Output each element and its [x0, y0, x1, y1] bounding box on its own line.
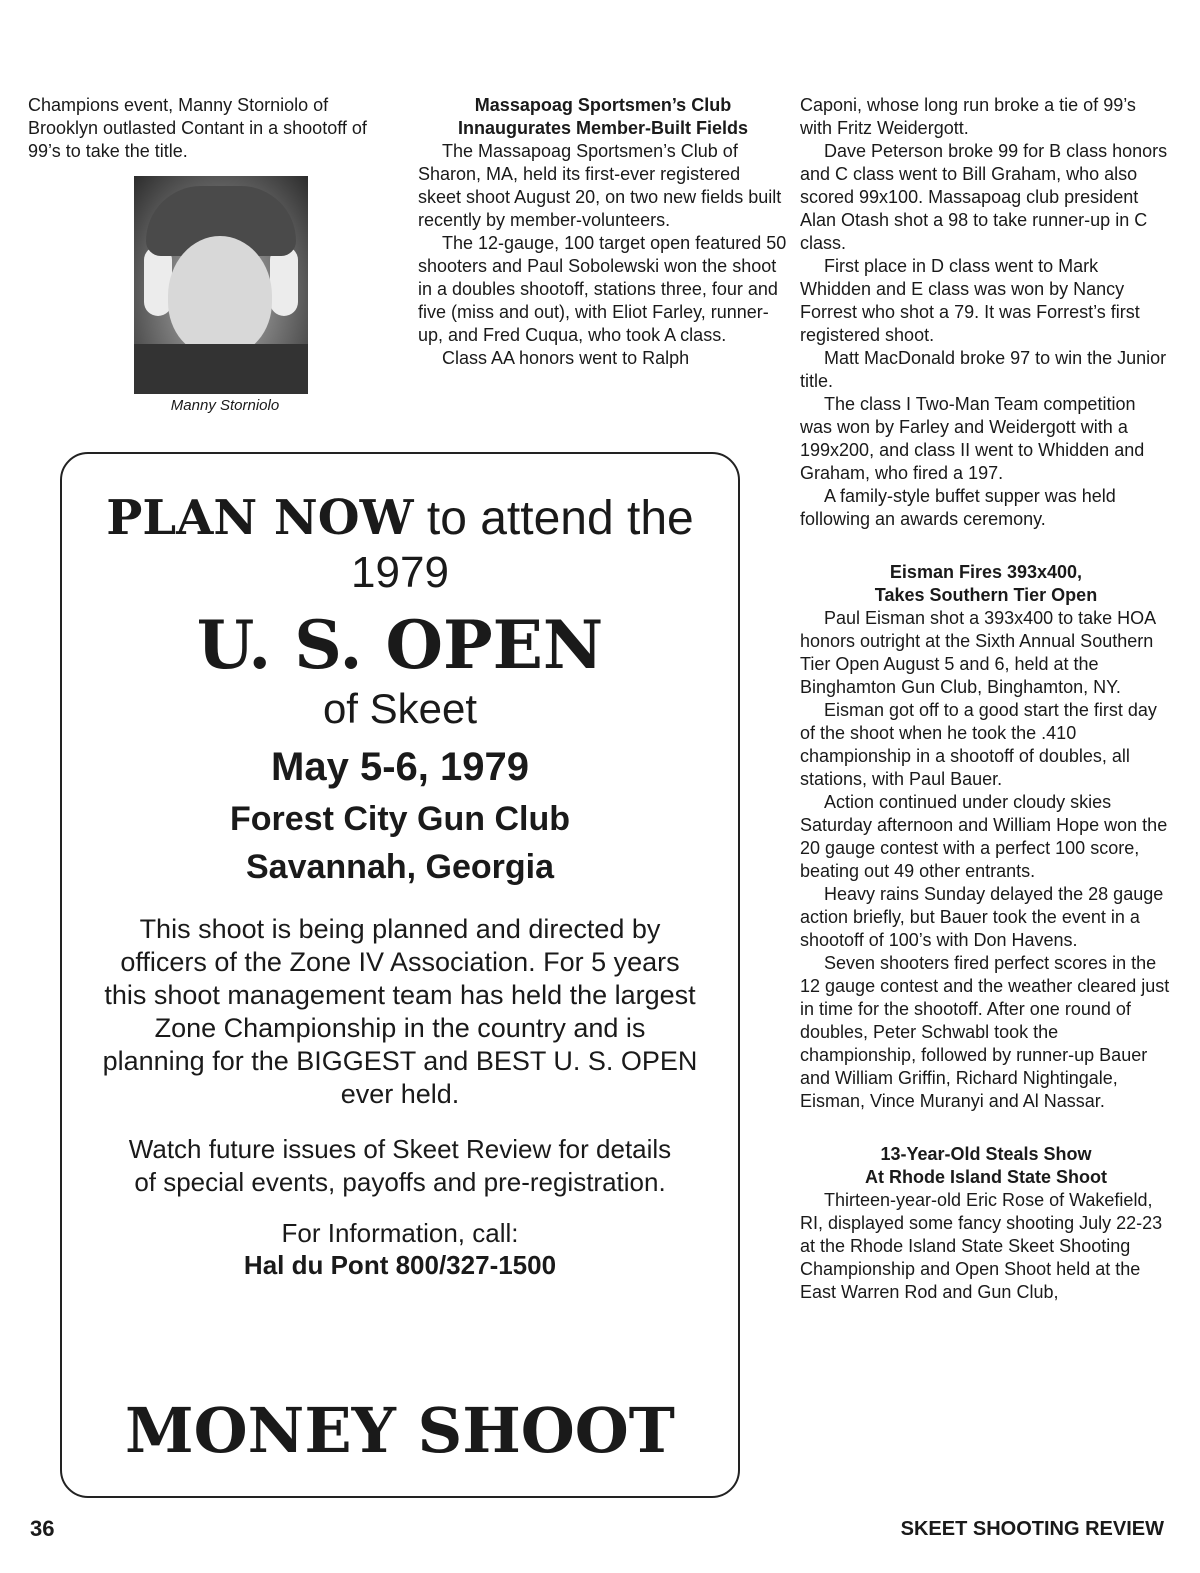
ad-us-open: U. S. OPEN	[196, 606, 604, 684]
article-headline: 13-Year-Old Steals Show	[880, 1144, 1092, 1164]
article-paragraph: Heavy rains Sunday delayed the 28 gauge action briefly, but Bauer took the event in a shootoff of 100’s with Don Havens.	[800, 884, 1164, 950]
article-headline: Massapoag Sportsmen’s Club	[474, 95, 732, 115]
advertisement-box	[60, 452, 740, 1498]
ad-city: Savannah, Georgia	[246, 848, 554, 886]
ad-info-label: For Information, call:	[281, 1218, 519, 1248]
article-paragraph: Action continued under cloudy skies Saturday afternoon and William Hope won the 20 gauge contest with a perfect 100 score, beating out 49 other entrants.	[800, 792, 1168, 881]
article-paragraph: Seven shooters fired perfect scores in the 12 gauge contest and the weather cleared just in time for the shootoff. After one round of doubles, Peter Schwabl took the championship, followed by runner-up Bauer and William Griffin, Richard Nightingale, Eisman, Vince Muranyi and Al Nassar.	[800, 953, 1170, 1111]
ad-body-text: This shoot is being planned and directed by officers of the Zone IV Association. For 5 years this shoot management team has held the largest Zone Championship in the country and is planning for the BIGGEST and BEST U. S. OPEN ever held.	[102, 914, 698, 1109]
journal-title: SKEET SHOOTING REVIEW	[900, 1518, 1164, 1540]
article-headline: Eisman Fires 393x400,	[889, 562, 1083, 582]
ad-year: 1979	[351, 548, 449, 597]
article-paragraph: Thirteen-year-old Eric Rose of Wakefield, RI, displayed some fancy shooting July 22-23 at the Rhode Island State Skeet Shooting Championship and Open Shoot held at the East Warren Rod and Gun Club,	[800, 1190, 1163, 1302]
portrait-photo	[134, 176, 308, 394]
article-paragraph: Matt MacDonald broke 97 to win the Junior title.	[800, 348, 1167, 391]
ad-money-shoot: MONEY SHOOT	[125, 1394, 675, 1467]
article-paragraph: Eisman got off to a good start the first day of the shoot when he took the .410 championship in a shootoff of doubles, all stations, with Paul Bauer.	[800, 700, 1157, 789]
article-paragraph: The class I Two-Man Team competition was won by Farley and Weidergott with a 199x200, and class II went to Whidden and Graham, who fired a 197.	[800, 394, 1145, 483]
ad-of-skeet: of Skeet	[322, 685, 478, 732]
ad-phone: Hal du Pont 800/327-1500	[243, 1250, 557, 1280]
ad-plan-now: PLAN NOW	[106, 490, 414, 546]
column-right	[800, 94, 1172, 1304]
page-number: 36	[30, 1516, 55, 1541]
ad-date: May 5-6, 1979	[271, 745, 529, 789]
article-paragraph: First place in D class went to Mark Whidden and E class was won by Nancy Forrest who shot a 79. It was Forrest’s first registered shoot.	[800, 256, 1140, 345]
article-text: Champions event, Manny Storniolo of Brooklyn outlasted Contant in a shootoff of 99’s to take the title.	[28, 95, 367, 161]
article-headline: Innaugurates Member-Built Fields	[457, 118, 749, 138]
ad-headline	[62, 490, 738, 547]
ad-to-attend: to attend the	[426, 492, 694, 545]
ad-body-text: Watch future issues of Skeet Review for details of special events, payoffs and pre-registration.	[128, 1134, 672, 1197]
article-paragraph: Caponi, whose long run broke a tie of 99’s with Fritz Weidergott.	[800, 95, 1136, 138]
photo-caption: Manny Storniolo	[170, 397, 280, 414]
column-left	[28, 94, 398, 163]
article-paragraph: Dave Peterson broke 99 for B class honors and C class went to Bill Graham, who also scored 99x100. Massapoag club president Alan Otash shot a 98 to take runner-up in C class.	[800, 141, 1168, 253]
article-paragraph: Class AA honors went to Ralph	[442, 348, 690, 368]
article-paragraph: Paul Eisman shot a 393x400 to take HOA honors outright at the Sixth Annual Southern Tier Open August 5 and 6, held at the Binghamton Gun Club, Binghamton, NY.	[800, 608, 1156, 697]
article-paragraph: The 12-gauge, 100 target open featured 50 shooters and Paul Sobolewski won the shoot in a doubles shootoff, stations three, four and five (miss and out), with Eliot Farley, runner-up, and Fred Cuqua, who took A class.	[418, 233, 787, 345]
article-headline: Takes Southern Tier Open	[874, 585, 1098, 605]
column-middle	[418, 94, 788, 370]
article-headline: At Rhode Island State Shoot	[864, 1167, 1107, 1187]
ad-club: Forest City Gun Club	[230, 800, 570, 838]
article-paragraph: The Massapoag Sportsmen’s Club of Sharon, MA, held its first-ever registered skeet shoot August 20, on two new fields built recently by member-volunteers.	[418, 141, 782, 230]
article-paragraph: A family-style buffet supper was held following an awards ceremony.	[800, 486, 1116, 529]
